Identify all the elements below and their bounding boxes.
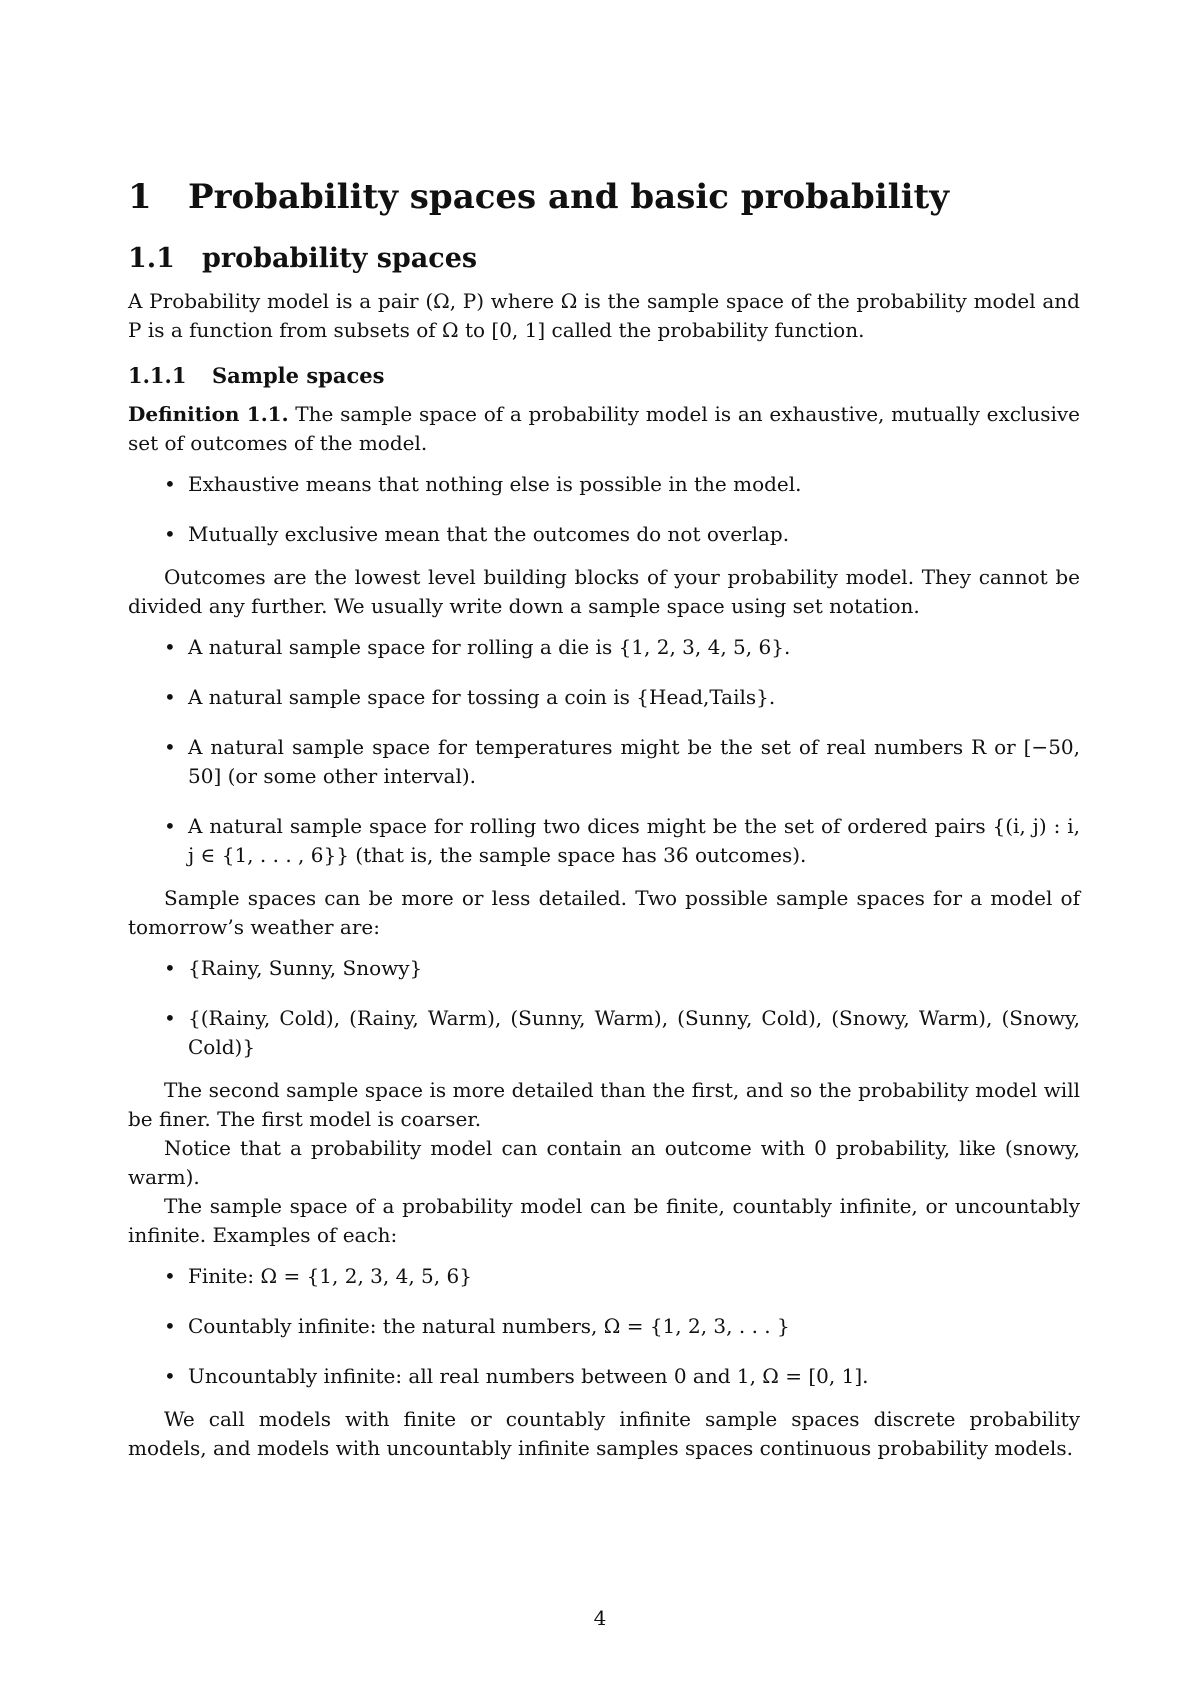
definition-text: The sample space of a probability model is an exhaustive, mutually exclusive set of outcomes of the model. [128,402,1081,456]
list-item: • Mutually exclusive mean that the outcomes do not overlap. [188,520,1080,549]
section-number: 1 [128,177,152,217]
list-item: • Exhaustive means that nothing else is possible in the model. [188,470,1080,499]
list-item: • A natural sample space for tossing a coin is {Head,Tails}. [188,683,1080,712]
notice-paragraph: Notice that a probability model can contain an outcome with 0 probability, like (snowy, warm). [128,1136,1080,1190]
subsubsection-number: 1.1.1 [128,363,187,389]
list-item: • Uncountably infinite: all real numbers between 0 and 1, Ω = [0, 1]. [188,1362,1080,1391]
bullet-icon: • [164,1264,176,1289]
bullet-icon: • [164,635,176,660]
bullet-icon: • [164,472,176,497]
bullet-icon: • [164,685,176,710]
subsubsection-title: Sample spaces [212,363,385,389]
subsection-number: 1.1 [128,243,175,275]
definition-label: Definition 1.1. [128,402,289,427]
list-item: • {(Rainy, Cold), (Rainy, Warm), (Sunny, Warm), (Sunny, Cold), (Snowy, Warm), (Snowy, Cold)} [164,1006,1080,1060]
bullet-icon: • [164,1314,176,1339]
bullet-icon: • [164,522,176,547]
section-title: Probability spaces and basic probability [188,177,949,217]
list-item: • A natural sample space for rolling two dices might be the set of ordered pairs {(i, j) : i, j ∈ {1, . . . , 6}} (that is, the sample space has 36 outcomes). [164,814,1080,868]
subsection-title: probability spaces [202,243,478,275]
page-number: 4 [593,1606,607,1630]
finite-paragraph: The sample space of a probability model can be finite, countably infinite, or uncountably infinite. Examples of each: [128,1194,1080,1248]
list-item: • Countably infinite: the natural numbers, Ω = {1, 2, 3, . . . } [188,1312,1080,1341]
document-page [128,170,1080,1463]
bullet-list-weather [128,954,1080,1062]
bullet-icon: • [164,1006,176,1031]
intro-paragraph: A Probability model is a pair (Ω, P) where Ω is the sample space of the probability model and P is a function from subsets of Ω to [0, 1] called the probability function. [128,289,1080,343]
list-item: • Finite: Ω = {1, 2, 3, 4, 5, 6} [188,1262,1080,1291]
section-heading [128,178,1080,217]
bullet-list-cardinality [128,1262,1080,1391]
final-paragraph: We call models with finite or countably infinite sample spaces discrete probability models, and models with uncountably infinite samples spaces continuous probability models. [128,1407,1080,1461]
subsection-heading [128,243,1080,275]
subsubsection-heading [128,363,1080,388]
list-item: • A natural sample space for temperatures might be the set of real numbers R or [−50, 50] (or some other interval). [164,735,1080,789]
bullet-icon: • [164,956,176,981]
bullet-list-examples [128,633,1080,870]
list-item: • {Rainy, Sunny, Snowy} [188,954,1080,983]
second-space-paragraph: The second sample space is more detailed than the first, and so the probability model will be finer. The first model is coarser. [128,1078,1080,1132]
definition-paragraph [128,400,1080,458]
list-item: • A natural sample space for rolling a die is {1, 2, 3, 4, 5, 6}. [188,633,1080,662]
bullet-list-properties [128,470,1080,549]
outcomes-paragraph: Outcomes are the lowest level building blocks of your probability model. They cannot be divided any further. We usually write down a sample space using set notation. [128,565,1080,619]
bullet-icon: • [164,814,176,839]
bullet-icon: • [164,735,176,760]
detail-paragraph: Sample spaces can be more or less detailed. Two possible sample spaces for a model of tomorrow’s weather are: [128,886,1080,940]
bullet-icon: • [164,1364,176,1389]
